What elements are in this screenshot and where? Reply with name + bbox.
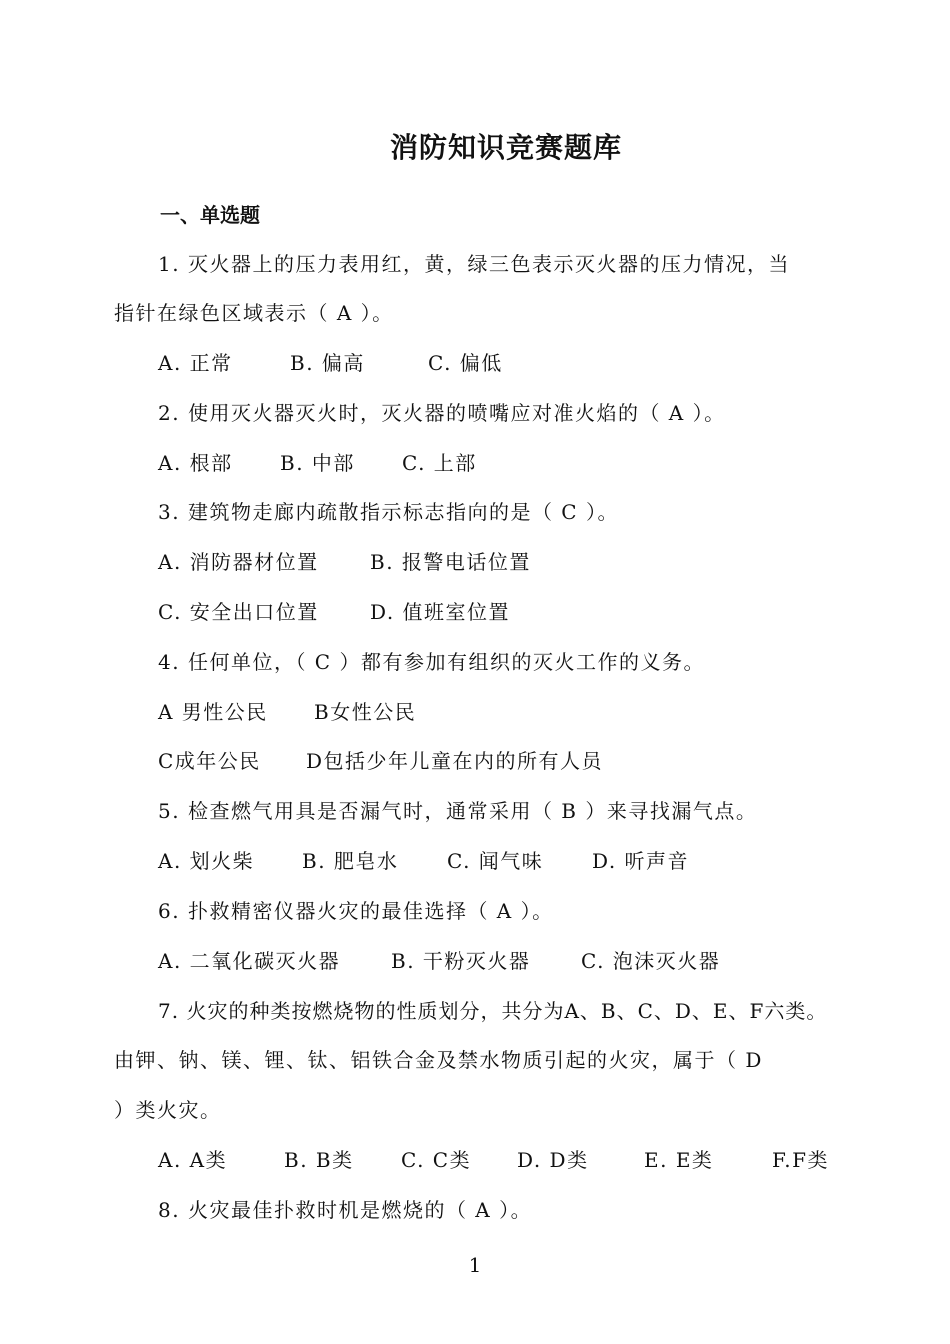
option: C. 上部 <box>402 451 477 475</box>
question-8: 8. 火灾最佳扑救时机是燃烧的（ A ）。 <box>158 1198 533 1222</box>
question-4: 4. 任何单位，（ C ）都有参加有组织的灭火工作的义务。 <box>158 650 705 674</box>
option: C. 闻气味 <box>447 849 544 873</box>
option: C. 安全出口位置 <box>158 600 319 624</box>
question-7-line-1: 7. 火灾的种类按燃烧物的性质划分，共分为A、B、C、D、E、F六类。 <box>158 999 828 1023</box>
question-1-line-2: 指针在绿色区域表示（ A ）。 <box>114 301 394 325</box>
question-6-options <box>158 946 720 976</box>
question-7-options <box>158 1145 829 1175</box>
question-1-line-1: 1. 灭火器上的压力表用红，黄，绿三色表示灭火器的压力情况，当 <box>158 252 790 276</box>
question-4-options-1 <box>158 697 416 727</box>
option: D包括少年儿童在内的所有人员 <box>306 749 604 773</box>
option: C. 偏低 <box>428 351 503 375</box>
option: A. 根部 <box>158 451 233 475</box>
option: A. A类 <box>158 1148 228 1172</box>
option: B. 干粉灭火器 <box>391 949 531 973</box>
option: B女性公民 <box>314 700 417 724</box>
option: A. 消防器材位置 <box>158 550 319 574</box>
question-7-line-3: ）类火灾。 <box>114 1098 222 1122</box>
option: C. C类 <box>401 1148 472 1172</box>
option: A 男性公民 <box>158 700 268 724</box>
option: C. 泡沫灭火器 <box>581 949 721 973</box>
option: C成年公民 <box>158 749 261 773</box>
option: B. 肥皂水 <box>302 849 399 873</box>
option: B. 中部 <box>280 451 355 475</box>
option: A. 二氧化碳灭火器 <box>158 949 341 973</box>
option: B. 报警电话位置 <box>370 550 531 574</box>
question-2: 2. 使用灭火器灭火时，灭火器的喷嘴应对准火焰的（ A ）。 <box>158 401 726 425</box>
option: A. 划火柴 <box>158 849 255 873</box>
question-5-options <box>158 846 689 876</box>
question-1-options <box>158 348 503 378</box>
option: F.F类 <box>772 1148 829 1172</box>
question-3-options-1 <box>158 547 531 577</box>
option: D. D类 <box>517 1148 589 1172</box>
option: D. 值班室位置 <box>370 600 511 624</box>
question-2-options <box>158 448 477 478</box>
section-heading: 一、单选题 <box>160 203 260 227</box>
question-3: 3. 建筑物走廊内疏散指示标志指向的是（ C ）。 <box>158 500 619 524</box>
page-number: 1 <box>468 1253 482 1277</box>
question-7-line-2: 由钾、钠、镁、锂、钛、铝铁合金及禁水物质引起的火灾，属于（ D <box>114 1048 763 1072</box>
option: B. 偏高 <box>290 351 365 375</box>
option: B. B类 <box>284 1148 354 1172</box>
option: E. E类 <box>644 1148 714 1172</box>
question-3-options-2 <box>158 597 510 627</box>
page-title: 消防知识竞赛题库 <box>389 131 622 164</box>
option: D. 听声音 <box>592 849 690 873</box>
question-6: 6. 扑救精密仪器火灾的最佳选择（ A ）。 <box>158 899 554 923</box>
option: A. 正常 <box>158 351 233 375</box>
question-5: 5. 检查燃气用具是否漏气时，通常采用（ B ）来寻找漏气点。 <box>158 799 758 823</box>
question-4-options-2 <box>158 746 603 776</box>
